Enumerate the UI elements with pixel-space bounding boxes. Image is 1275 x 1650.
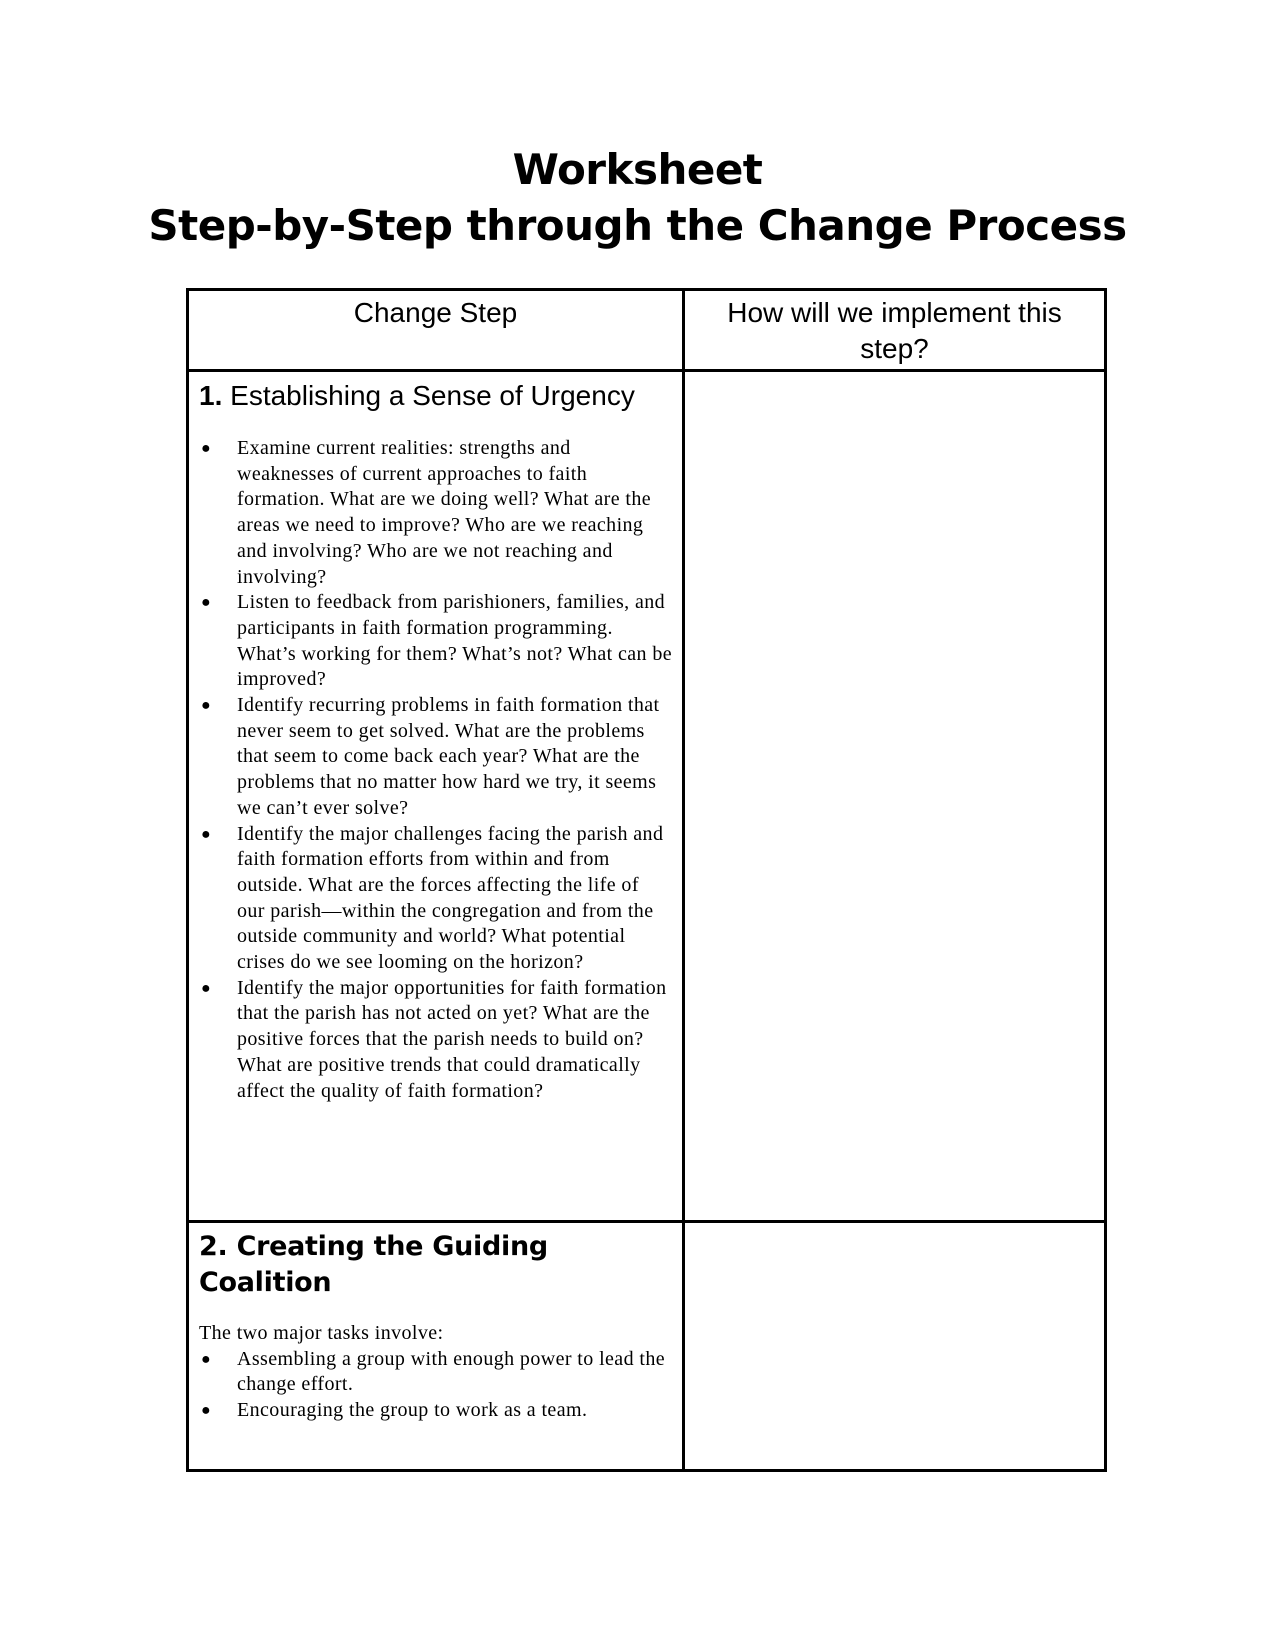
step-1-title-text: Establishing a Sense of Urgency (230, 380, 635, 411)
title-line-worksheet: Worksheet (512, 145, 763, 194)
list-item: ● Assembling a group with enough power to lead the change effort. (201, 1347, 666, 1396)
list-item: ● Listen to feedback from parishioners, families, and participants in faith formation programming. What’s working for them? What’s not? What can be improved? (201, 591, 673, 691)
header-implementation-label: How will we implement this step? (727, 297, 1062, 364)
header-implementation (684, 290, 1106, 371)
step-1-number: 1. (199, 380, 223, 411)
bullet-icon: ● (201, 825, 212, 843)
bullet-icon: ● (201, 1350, 212, 1368)
bullet-icon: ● (201, 697, 212, 715)
step-2-bullet-list (199, 1347, 672, 1424)
step-2-description-cell (188, 1222, 684, 1471)
bullet-icon: ● (201, 1402, 212, 1420)
step-1-description-cell (188, 371, 684, 1222)
bullet-icon: ● (201, 979, 212, 997)
step-2-implementation-cell[interactable] (684, 1222, 1106, 1471)
header-change-step-label: Change Step (353, 297, 518, 328)
step-2-title (199, 1229, 672, 1301)
step-1-bullet-list (199, 436, 672, 1104)
step-2-intro: The two major tasks involve: (199, 1322, 444, 1344)
bullet-icon: ● (201, 594, 212, 612)
header-change-step (188, 290, 684, 371)
document-title (0, 142, 1275, 254)
list-item: ● Identify the major opportunities for faith formation that the parish has not acted on yet? What are the positive forces that the parish needs to build on? What are positive trends that could dramatically affect the quality of faith formation? (201, 976, 667, 1102)
table-row-step-2 (188, 1222, 1106, 1471)
bullet-icon: ● (201, 440, 212, 457)
list-item: ● Encouraging the group to work as a team. (199, 1398, 672, 1424)
step-1-title (199, 378, 672, 414)
worksheet-table (186, 288, 1107, 1472)
title-line-subtitle: Step-by-Step through the Change Process (148, 201, 1127, 250)
step-2-title-text: Creating the Guiding Coalition (199, 1231, 548, 1298)
step-1-implementation-cell[interactable] (684, 371, 1106, 1222)
table-row-step-1 (188, 371, 1106, 1222)
list-item: ● Examine current realities: strengths and weaknesses of current approaches to faith formation. What are we doing well? What are the areas we need to improve? Who are we reaching and involving? Who are we not reaching and involving? (201, 437, 652, 588)
list-item: ● Identify the major challenges facing the parish and faith formation efforts from within and from outside. What are the forces affecting the life of our parish—within the congregation and from the outside community and world? What potential crises do we see looming on the horizon? (201, 822, 664, 974)
step-2-number: 2. (199, 1231, 228, 1262)
table-header-row (188, 290, 1106, 371)
list-item: ● Identify recurring problems in faith formation that never seem to get solved. What are the problems that seem to come back each year? What are the problems that no matter how hard we try, it seems we can’t ever solve? (201, 694, 660, 819)
